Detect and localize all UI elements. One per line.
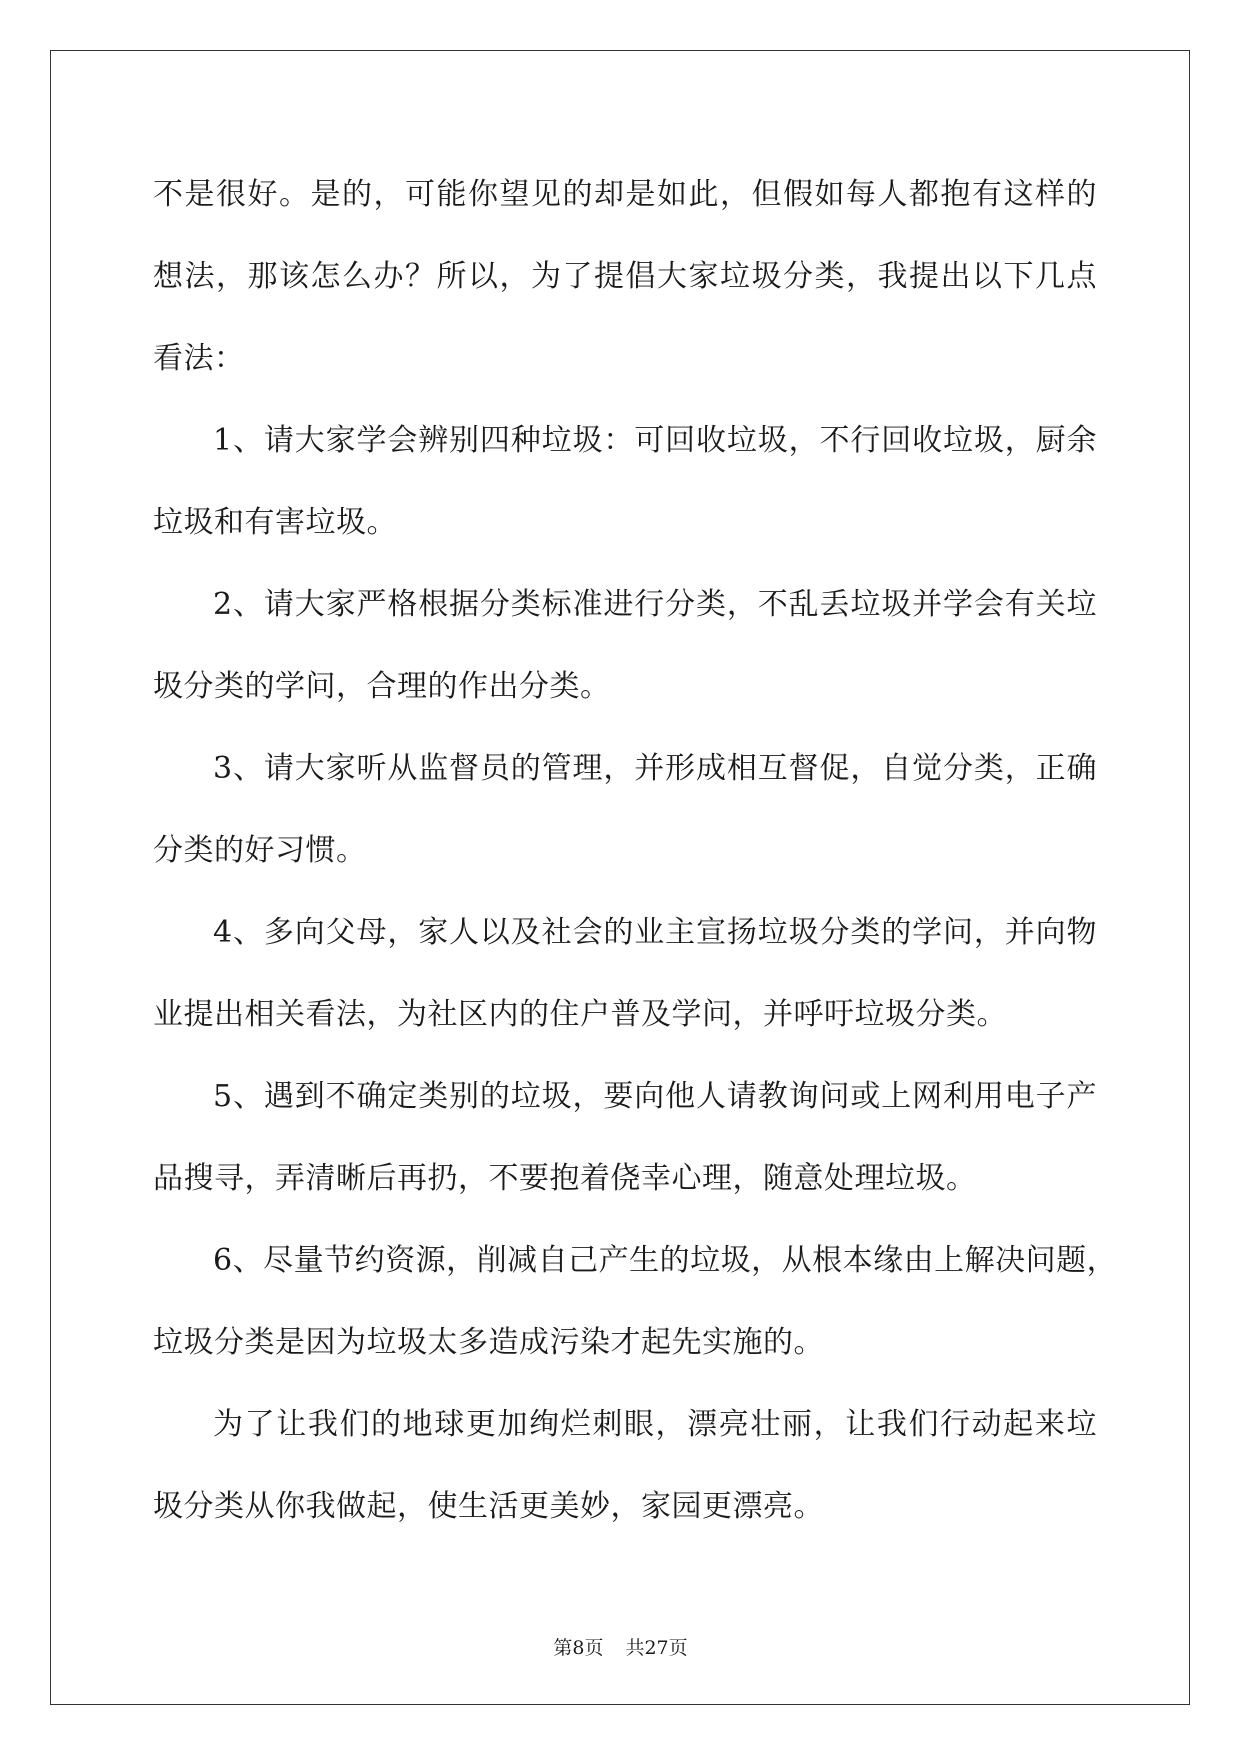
page-footer (0, 1636, 1241, 1660)
text-line: 2、请大家严格根据分类标准进行分类，不乱丢垃圾并学会有关垃 (213, 587, 1097, 622)
text-line: 圾分类从你我做起，使生活更美妙，家园更漂亮。 (153, 1489, 824, 1524)
page-number: 第8页 (553, 1637, 604, 1659)
page-total: 共27页 (625, 1637, 688, 1659)
text-line: 为了让我们的地球更加绚烂刺眼，漂亮壮丽，让我们行动起来垃 (213, 1407, 1097, 1442)
text-line: 3、请大家听从监督员的管理，并形成相互督促，自觉分类，正确 (213, 751, 1097, 786)
text-line: 想法，那该怎么办？所以，为了提倡大家垃圾分类，我提出以下几点 (153, 259, 1097, 294)
text-line: 1、请大家学会辨别四种垃圾：可回收垃圾，不行回收垃圾，厨余 (213, 423, 1097, 458)
text-line: 5、遇到不确定类别的垃圾，要向他人请教询问或上网利用电子产 (213, 1079, 1097, 1114)
text-line: 4、多向父母，家人以及社会的业主宣扬垃圾分类的学问，并向物 (213, 915, 1097, 950)
document-body (153, 154, 1118, 1548)
text-line: 圾分类的学问，合理的作出分类。 (153, 669, 611, 704)
text-line: 看法： (153, 341, 245, 376)
text-line: 不是很好。是的，可能你望见的却是如此，但假如每人都抱有这样的 (153, 177, 1097, 212)
text-line: 6、尽量节约资源，削减自己产生的垃圾，从根本缘由上解决问题， (213, 1243, 1118, 1278)
text-line: 品搜寻，弄清晰后再扔，不要抱着侥幸心理，随意处理垃圾。 (153, 1161, 977, 1196)
text-line: 分类的好习惯。 (153, 833, 367, 868)
text-line: 业提出相关看法，为社区内的住户普及学问，并呼吁垃圾分类。 (153, 997, 1007, 1032)
text-line: 垃圾分类是因为垃圾太多造成污染才起先实施的。 (153, 1325, 824, 1360)
text-line: 垃圾和有害垃圾。 (153, 505, 397, 540)
